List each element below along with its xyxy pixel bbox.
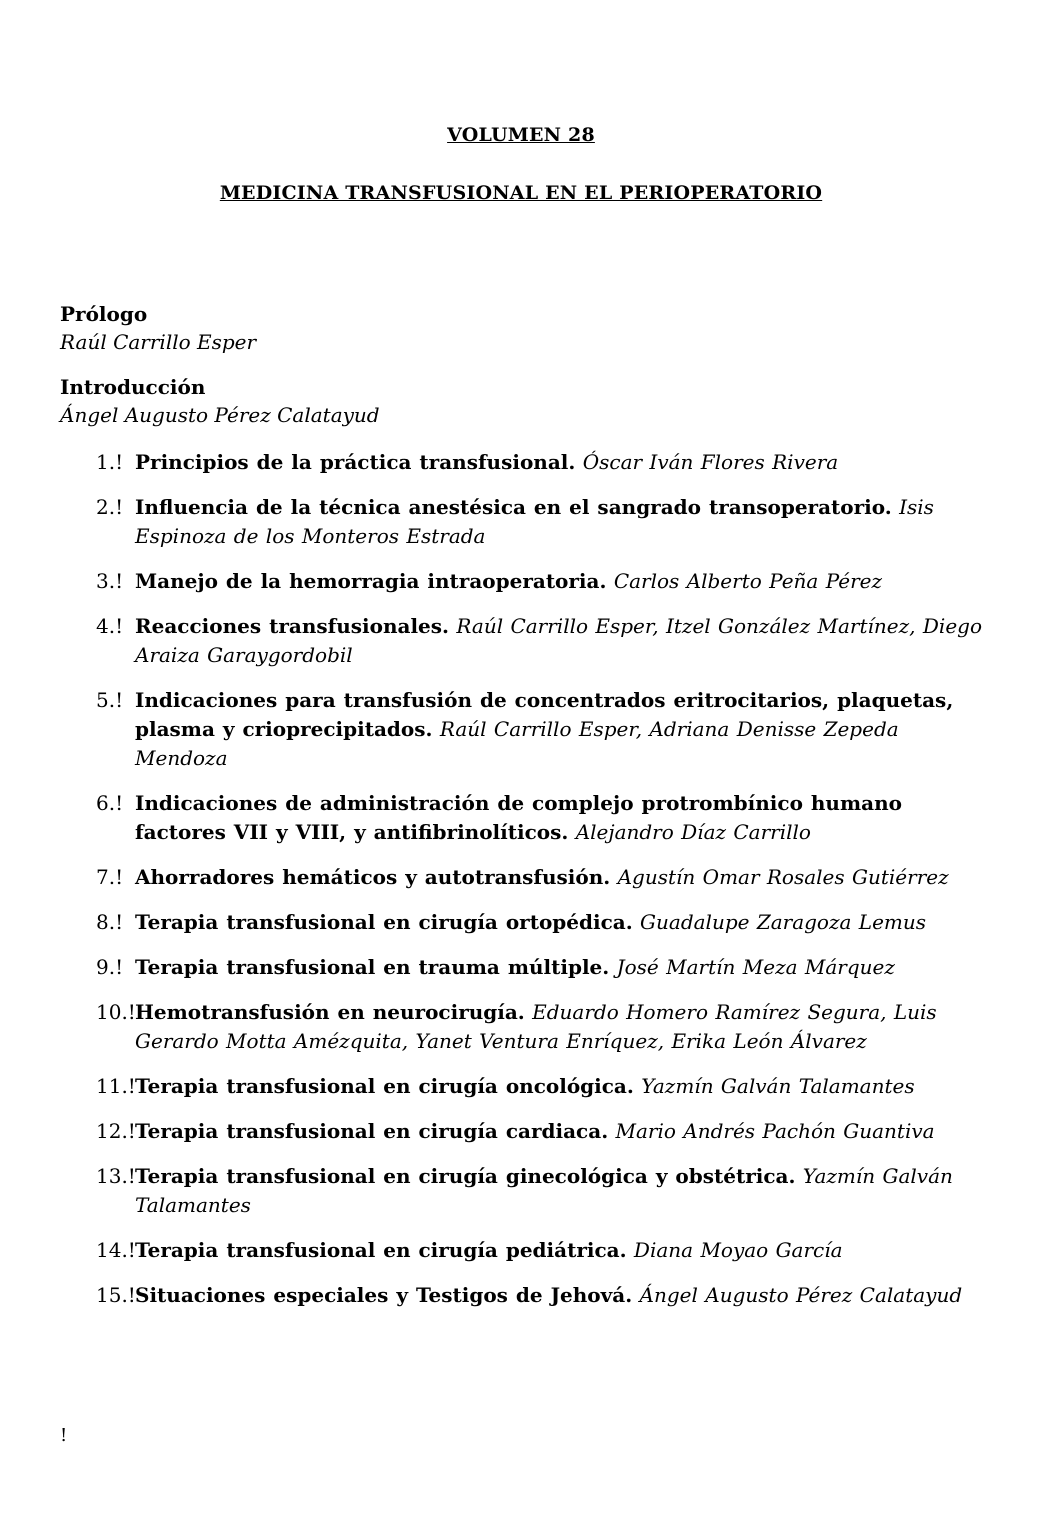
chapter-entry (0, 953, 1042, 982)
chapter-authors: José Martín Meza Márquez (616, 955, 895, 979)
chapter-entry (0, 1072, 1042, 1101)
chapter-title: Manejo de la hemorragia intraoperatoria. (135, 569, 607, 593)
chapter-number: 1.! (96, 450, 124, 474)
introduccion-label: Introducción (60, 375, 206, 399)
chapter-number: 8.! (96, 910, 124, 934)
chapter-authors: Agustín Omar Rosales Gutiérrez (617, 865, 949, 889)
chapter-number: 12.! (96, 1119, 136, 1143)
chapter-authors: Carlos Alberto Peña Pérez (613, 569, 883, 593)
chapter-number: 14.! (96, 1238, 136, 1262)
chapter-title: Terapia transfusional en cirugía oncológica. (135, 1074, 634, 1098)
chapter-list (0, 448, 1042, 1326)
chapter-authors: Eduardo Homero Ramírez Segura, Luis Gerardo Motta Amézquita, Yanet Ventura Enríquez, Erika León Álvarez (135, 1000, 937, 1053)
introduccion-entry (60, 373, 380, 429)
chapter-authors: Alejandro Díaz Carrillo (575, 820, 811, 844)
chapter-number: 11.! (96, 1074, 136, 1098)
chapter-number: 7.! (96, 865, 124, 889)
footer-mark: ! (60, 1425, 68, 1446)
chapter-number: 6.! (96, 791, 124, 815)
chapter-number: 5.! (96, 688, 124, 712)
introduccion-author: Ángel Augusto Pérez Calatayud (60, 403, 380, 427)
chapter-number: 2.! (96, 495, 124, 519)
chapter-number: 3.! (96, 569, 124, 593)
chapter-title: Hemotransfusión en neurocirugía. (135, 1000, 525, 1024)
chapter-title: Terapia transfusional en trauma múltiple. (135, 955, 610, 979)
chapter-number: 15.! (96, 1283, 136, 1307)
chapter-authors: Isis Espinoza de los Monteros Estrada (135, 495, 934, 548)
chapter-authors: Raúl Carrillo Esper, Adriana Denisse Zepeda Mendoza (135, 717, 899, 770)
chapter-authors: Ángel Augusto Pérez Calatayud (639, 1283, 963, 1307)
chapter-entry (0, 1236, 1042, 1265)
chapter-title: Terapia transfusional en cirugía ortopédica. (135, 910, 633, 934)
chapter-authors: Raúl Carrillo Esper, Itzel González Martínez, Diego Araiza Garaygordobil (135, 614, 982, 667)
book-title: MEDICINA TRANSFUSIONAL EN EL PERIOPERATORIO (219, 182, 823, 204)
chapter-title: Indicaciones de administración de complejo protrombínico humano factores VII y VIII, y antifibrinolíticos. (135, 791, 902, 844)
chapter-number: 10.! (96, 1000, 136, 1024)
chapter-entry (0, 448, 1042, 477)
prologo-label: Prólogo (60, 302, 148, 326)
chapter-entry (0, 863, 1042, 892)
chapter-title: Principios de la práctica transfusional. (135, 450, 576, 474)
chapter-entry (0, 612, 1042, 670)
chapter-number: 9.! (96, 955, 124, 979)
chapter-authors: Diana Moyao García (633, 1238, 843, 1262)
chapter-title: Terapia transfusional en cirugía pediátrica. (135, 1238, 627, 1262)
prologo-author: Raúl Carrillo Esper (60, 330, 257, 354)
chapter-title: Ahorradores hemáticos y autotransfusión. (135, 865, 611, 889)
chapter-title: Situaciones especiales y Testigos de Jehová. (135, 1283, 633, 1307)
chapter-entry (0, 789, 1042, 847)
chapter-title: Indicaciones para transfusión de concentrados eritrocitarios, plaquetas, plasma y crioprecipitados. (135, 688, 954, 741)
volume-heading: VOLUMEN 28 (447, 124, 595, 146)
prologo-entry (60, 300, 256, 356)
chapter-authors: Mario Andrés Pachón Guantiva (615, 1119, 935, 1143)
chapter-title: Terapia transfusional en cirugía cardiaca. (135, 1119, 609, 1143)
chapter-entry (0, 567, 1042, 596)
chapter-number: 4.! (96, 614, 124, 638)
chapter-entry (0, 998, 1042, 1056)
chapter-entry (0, 493, 1042, 551)
chapter-entry (0, 1162, 1042, 1220)
chapter-authors: Yazmín Galván Talamantes (135, 1164, 953, 1217)
chapter-authors: Óscar Iván Flores Rivera (582, 450, 839, 474)
chapter-title: Influencia de la técnica anestésica en el sangrado transoperatorio. (135, 495, 892, 519)
chapter-entry (0, 908, 1042, 937)
chapter-title: Reacciones transfusionales. (135, 614, 450, 638)
chapter-title: Terapia transfusional en cirugía ginecológica y obstétrica. (135, 1164, 796, 1188)
chapter-entry (0, 1281, 1042, 1310)
chapter-authors: Guadalupe Zaragoza Lemus (640, 910, 927, 934)
chapter-entry (0, 1117, 1042, 1146)
chapter-number: 13.! (96, 1164, 136, 1188)
chapter-entry (0, 686, 1042, 773)
chapter-authors: Yazmín Galván Talamantes (641, 1074, 915, 1098)
